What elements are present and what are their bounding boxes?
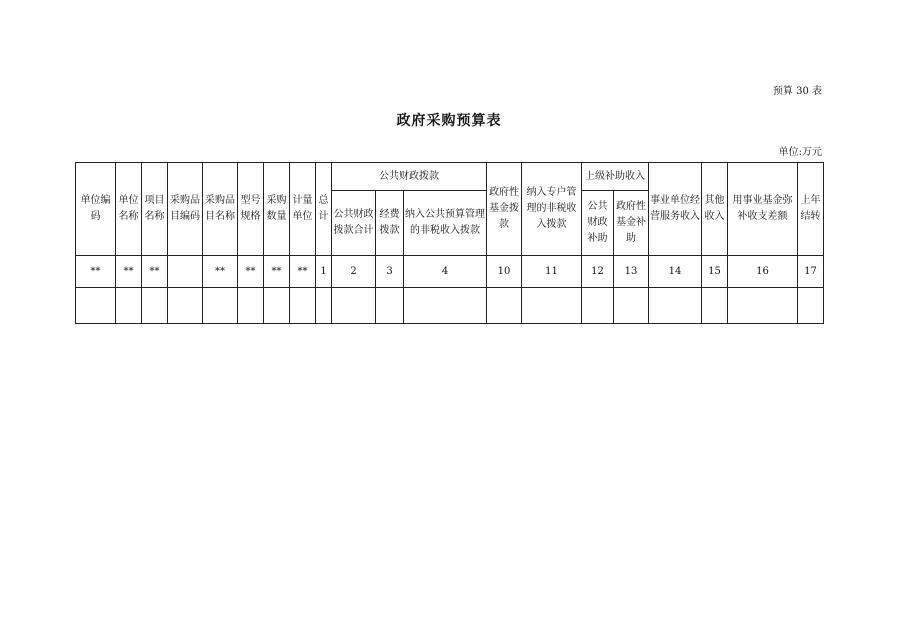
table-cell [614, 288, 649, 324]
table-cell: 15 [702, 256, 728, 288]
header-gov-fund: 政府性基金拨款 [487, 163, 522, 256]
table-cell [522, 288, 582, 324]
table-cell: 4 [404, 256, 487, 288]
header-business-income: 事业单位经营服务收入 [649, 163, 702, 256]
header-row-1 [76, 163, 824, 191]
table-cell [487, 288, 522, 324]
table-cell [649, 288, 702, 324]
header-public-budget-nontax: 纳入公共预算管理的非税收入拨款 [404, 191, 487, 256]
table-cell: ** [116, 256, 142, 288]
table-cell [316, 288, 332, 324]
table-cell [116, 288, 142, 324]
table-cell [404, 288, 487, 324]
header-measure-unit: 计量单位 [290, 163, 316, 256]
table-row [76, 256, 824, 288]
header-carryover: 上年结转 [798, 163, 824, 256]
table-cell: 13 [614, 256, 649, 288]
blank-row [76, 288, 824, 324]
table-cell [264, 288, 290, 324]
table-cell: ** [76, 256, 116, 288]
header-special-nontax: 纳入专户管理的非税收入拨款 [522, 163, 582, 256]
table-cell: 12 [582, 256, 614, 288]
table-cell: ** [290, 256, 316, 288]
table-cell: ** [238, 256, 264, 288]
table-cell: 14 [649, 256, 702, 288]
unit-label: 单位:万元 [778, 147, 822, 158]
table-cell: ** [203, 256, 238, 288]
table-cell [168, 256, 203, 288]
table-cell [290, 288, 316, 324]
header-item-name: 采购品目名称 [203, 163, 238, 256]
table-cell [168, 288, 203, 324]
table-cell [702, 288, 728, 324]
header-unit-name: 单位名称 [116, 163, 142, 256]
header-public-finance-subsidy: 公共财政补助 [582, 191, 614, 256]
table-cell: 17 [798, 256, 824, 288]
header-public-finance-total: 公共财政拨款合计 [332, 191, 376, 256]
table-cell: 11 [522, 256, 582, 288]
header-unit-code: 单位编码 [76, 163, 116, 256]
header-public-finance: 公共财政拨款 [332, 163, 487, 191]
table-cell: 1 [316, 256, 332, 288]
table-cell: 2 [332, 256, 376, 288]
table-cell: 16 [728, 256, 798, 288]
table-cell: ** [264, 256, 290, 288]
header-operating-allocation: 经费拨款 [376, 191, 404, 256]
table-cell [203, 288, 238, 324]
header-model-spec: 型号规格 [238, 163, 264, 256]
table-cell [76, 288, 116, 324]
header-project-name: 项目名称 [142, 163, 168, 256]
header-quantity: 采购数量 [264, 163, 290, 256]
header-other-income: 其他收入 [702, 163, 728, 256]
header-superior-subsidy: 上级补助收入 [582, 163, 649, 191]
header-total: 总计 [316, 163, 332, 256]
table-cell [798, 288, 824, 324]
table-cell: 10 [487, 256, 522, 288]
budget-table [75, 162, 824, 324]
table-cell [728, 288, 798, 324]
table-cell [238, 288, 264, 324]
table-cell [332, 288, 376, 324]
table-cell: 3 [376, 256, 404, 288]
table-cell [376, 288, 404, 324]
table-cell [582, 288, 614, 324]
header-item-code: 采购品目编码 [168, 163, 203, 256]
table-cell: ** [142, 256, 168, 288]
page-title: 政府采购预算表 [396, 113, 502, 129]
header-gov-fund-subsidy: 政府性基金补助 [614, 191, 649, 256]
form-number: 预算 30 表 [772, 86, 822, 97]
header-fund-balance: 用事业基金弥补收支差额 [728, 163, 798, 256]
table-cell [142, 288, 168, 324]
